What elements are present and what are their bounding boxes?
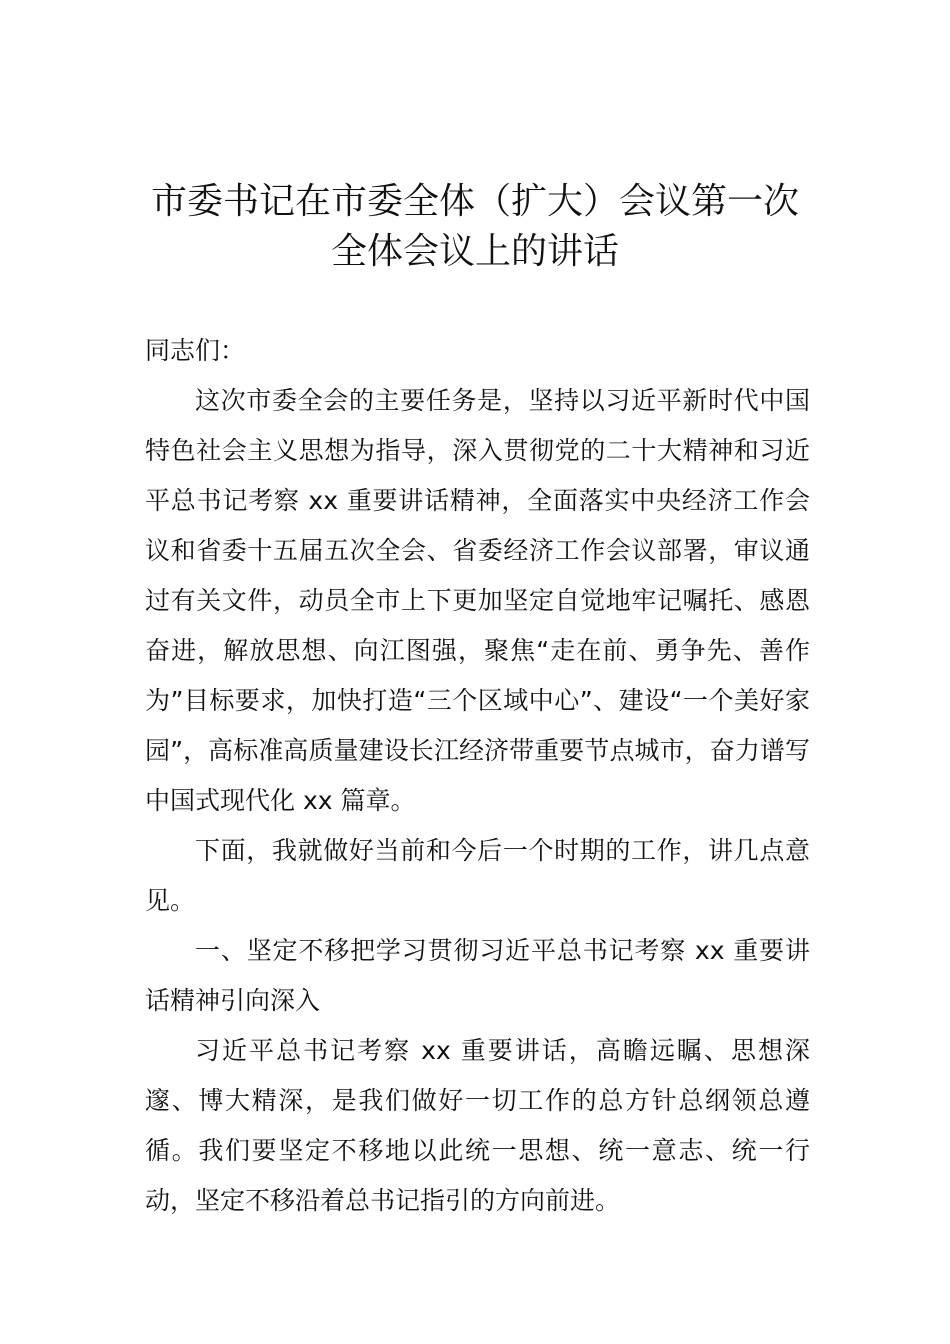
paragraph-opinions: 下面，我就做好当前和今后一个时期的工作，讲几点意见。 — [145, 836, 810, 915]
paragraph-intro: 这次市委全会的主要任务是，坚持以习近平新时代中国特色社会主义思想为指导，深入贯彻党的二十大精神和习近平总书记考察 xx 重要讲话精神，全面落实中央经济工作会议和省委十五届五次全会、省委经济工作会议部署，审议通过有关文件，动员全市上下更加坚定自觉地牢记嘱托、感恩奋进，解放思想、向江图强，聚焦“走在前、勇争先、善作为”目标要求，加快打造“三个区域中心”、建设“一个美好家园”，高标准高质量建设长江经济带重要节点城市，奋力谱写中国式现代化 xx 篇章。 — [145, 386, 810, 815]
document-title-line-2: 全体会议上的讲话 — [330, 231, 619, 272]
section-heading-1: 一、坚定不移把学习贯彻习近平总书记考察 xx 重要讲话精神引向深入 — [145, 936, 810, 1015]
document-body — [145, 326, 810, 1226]
document-title-line-1: 市委书记在市委全体（扩大）会议第一次 — [150, 181, 799, 222]
salutation: 同志们： — [145, 336, 246, 365]
paragraph-section-1: 习近平总书记考察 xx 重要讲话，高瞻远瞩、思想深邃、博大精深，是我们做好一切工作的总方针总纲领总遵循。我们要坚定不移地以此统一思想、统一意志、统一行动，坚定不移沿着总书记指引的方向前进。 — [145, 1036, 810, 1215]
